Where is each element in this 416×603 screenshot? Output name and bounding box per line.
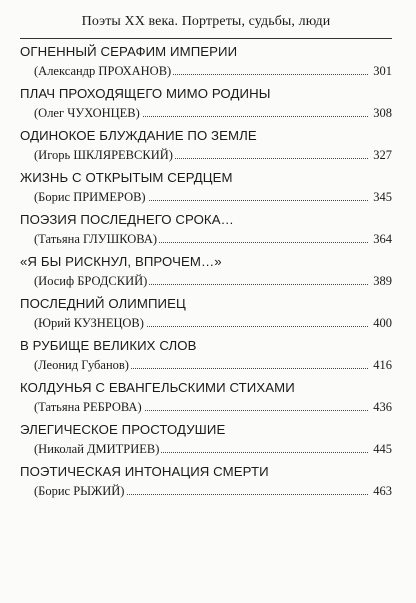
dot-leader bbox=[120, 326, 368, 327]
toc-entry-author: (Игорь ШКЛЯРЕВСКИЙ) bbox=[34, 148, 173, 162]
toc-entry-title: В РУБИЩЕ ВЕЛИКИХ СЛОВ bbox=[20, 338, 197, 353]
toc-entry-page: 416 bbox=[373, 358, 392, 372]
toc-entry-author: (Олег ЧУХОНЦЕВ) bbox=[34, 106, 140, 120]
dot-leader bbox=[120, 116, 368, 117]
dot-leader bbox=[120, 200, 368, 201]
toc-entry-title: ЖИЗНЬ С ОТКРЫТЫМ СЕРДЦЕМ bbox=[20, 170, 233, 185]
toc-entry-author: (Александр ПРОХАНОВ) bbox=[34, 64, 172, 78]
toc-entry-page: 301 bbox=[373, 64, 392, 78]
toc-entry[interactable] bbox=[20, 254, 392, 296]
toc-entry-author: (Николай ДМИТРИЕВ) bbox=[34, 442, 160, 456]
table-of-contents bbox=[20, 44, 392, 506]
toc-entry-title: ОГНЕННЫЙ СЕРАФИМ ИМПЕРИИ bbox=[20, 44, 238, 59]
toc-entry[interactable] bbox=[20, 464, 392, 506]
toc-entry-author: (Татьяна РЕБРОВА) bbox=[34, 400, 142, 414]
toc-entry[interactable] bbox=[20, 380, 392, 422]
toc-entry-title: ПОСЛЕДНИЙ ОЛИМПИЕЦ bbox=[20, 296, 186, 311]
toc-entry-title: ЭЛЕГИЧЕСКОЕ ПРОСТОДУШИЕ bbox=[20, 422, 226, 437]
toc-entry-title: ПОЭЗИЯ ПОСЛЕДНЕГО СРОКА… bbox=[20, 212, 234, 227]
toc-entry-title: ПЛАЧ ПРОХОДЯЩЕГО МИМО РОДИНЫ bbox=[20, 86, 271, 101]
toc-entry-author: (Борис РЫЖИЙ) bbox=[34, 484, 125, 498]
toc-entry-page: 445 bbox=[373, 442, 392, 456]
toc-entry[interactable] bbox=[20, 212, 392, 254]
toc-entry-title: ПОЭТИЧЕСКАЯ ИНТОНАЦИЯ СМЕРТИ bbox=[20, 464, 269, 479]
toc-entry-title: «Я БЫ РИСКНУЛ, ВПРОЧЕМ…» bbox=[20, 254, 222, 269]
toc-entry[interactable] bbox=[20, 86, 392, 128]
toc-entry-page: 327 bbox=[373, 148, 392, 162]
toc-entry[interactable] bbox=[20, 296, 392, 338]
toc-entry-author: (Иосиф БРОДСКИЙ) bbox=[34, 274, 148, 288]
header-rule bbox=[20, 38, 392, 39]
toc-entry[interactable] bbox=[20, 170, 392, 212]
dot-leader bbox=[120, 284, 368, 285]
toc-entry-page: 364 bbox=[373, 232, 392, 246]
toc-entry-page: 463 bbox=[373, 484, 392, 498]
toc-entry-page: 436 bbox=[373, 400, 392, 414]
toc-entry-title: КОЛДУНЬЯ С ЕВАНГЕЛЬСКИМИ СТИХАМИ bbox=[20, 380, 295, 395]
dot-leader bbox=[120, 410, 368, 411]
toc-entry[interactable] bbox=[20, 44, 392, 86]
dot-leader bbox=[120, 368, 368, 369]
dot-leader bbox=[120, 494, 368, 495]
toc-entry-author: (Борис ПРИМЕРОВ) bbox=[34, 190, 146, 204]
toc-entry[interactable] bbox=[20, 422, 392, 464]
toc-entry-author: (Леонид Губанов) bbox=[34, 358, 129, 372]
toc-entry[interactable] bbox=[20, 128, 392, 170]
running-header: Поэты XX века. Портреты, судьбы, люди bbox=[81, 14, 331, 29]
toc-entry-author: (Татьяна ГЛУШКОВА) bbox=[34, 232, 158, 246]
toc-entry[interactable] bbox=[20, 338, 392, 380]
toc-entry-page: 345 bbox=[373, 190, 392, 204]
toc-entry-author: (Юрий КУЗНЕЦОВ) bbox=[34, 316, 144, 330]
toc-entry-page: 400 bbox=[373, 316, 392, 330]
toc-entry-page: 389 bbox=[373, 274, 392, 288]
toc-entry-title: ОДИНОКОЕ БЛУЖДАНИЕ ПО ЗЕМЛЕ bbox=[20, 128, 257, 143]
toc-entry-page: 308 bbox=[373, 106, 392, 120]
